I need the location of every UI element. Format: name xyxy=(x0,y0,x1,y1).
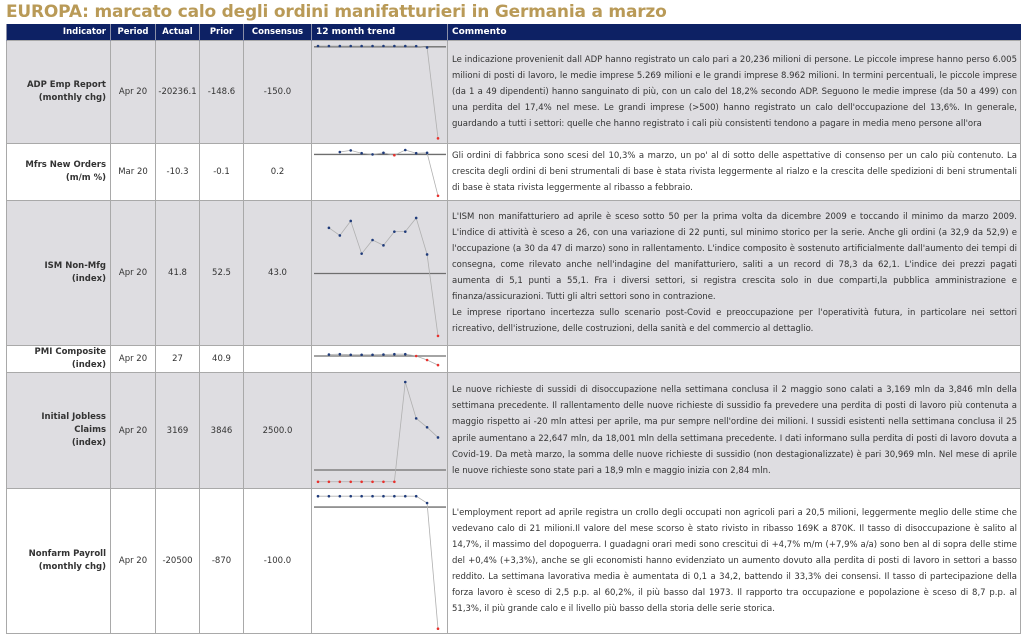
header-comment: Commento xyxy=(448,24,1021,41)
trend-line xyxy=(318,496,438,629)
trend-point xyxy=(349,220,352,223)
period-cell: Apr 20 xyxy=(111,373,156,489)
trend-point xyxy=(339,151,342,154)
indicator-cell xyxy=(7,144,111,201)
trend-cell xyxy=(312,489,448,634)
indicator-cell xyxy=(7,346,111,373)
consensus-cell: -100.0 xyxy=(244,489,312,634)
comment-cell xyxy=(448,373,1021,489)
header-prior: Prior xyxy=(200,24,244,41)
trend-point xyxy=(437,363,440,366)
comment-cell xyxy=(448,201,1021,346)
consensus-cell: 2500.0 xyxy=(244,373,312,489)
indicator-line: Claims xyxy=(74,425,106,435)
trend-line xyxy=(318,382,438,482)
comment-cell xyxy=(448,489,1021,634)
trend-point xyxy=(349,480,352,483)
sparkline-chart xyxy=(312,373,448,488)
trend-point xyxy=(393,480,396,483)
trend-point xyxy=(349,353,352,356)
trend-point xyxy=(415,152,418,155)
trend-point xyxy=(437,137,440,140)
prior-cell: -0.1 xyxy=(200,144,244,201)
trend-point xyxy=(339,352,342,355)
prior-cell: 52.5 xyxy=(200,201,244,346)
trend-point xyxy=(339,495,342,498)
trend-point xyxy=(404,381,407,384)
trend-point xyxy=(339,234,342,237)
trend-point xyxy=(382,353,385,356)
trend-point xyxy=(437,627,440,630)
trend-point xyxy=(339,45,342,48)
table-row-nonfarm-payroll xyxy=(7,489,1021,634)
trend-line xyxy=(329,218,438,336)
trend-point xyxy=(349,149,352,152)
trend-point xyxy=(426,502,429,505)
table-row-pmi-composite xyxy=(7,346,1021,373)
table-row-initial-jobless-claims xyxy=(7,373,1021,489)
trend-point xyxy=(426,152,429,155)
prior-cell: 40.9 xyxy=(200,346,244,373)
trend-point xyxy=(317,45,320,48)
table-row-mfrs-new-orders xyxy=(7,144,1021,201)
trend-cell xyxy=(312,373,448,489)
trend-point xyxy=(360,353,363,356)
sparkline-chart xyxy=(312,144,448,200)
sparkline-chart xyxy=(312,349,448,370)
trend-point xyxy=(328,227,331,230)
header-indicator: Indicator xyxy=(7,24,111,41)
trend-point xyxy=(404,149,407,152)
trend-point xyxy=(360,495,363,498)
trend-point xyxy=(393,45,396,48)
comment-text: L'employment report ad aprile registra un crollo degli occupati non agricoli pari a 20,5 milioni, leggermente meglio delle stime che vedevano calo di 21 milioni.Il valore del mese scorso è stato rivisto in ribasso 169K a 870K. Il tasso di disoccupazione è salito al 14,7%, il massimo del dopoguerra. I guadagni orari medi sono crescitui di +4,7% m/m (+7,9% a/a) sono ben al di sopra delle stime del +0,4% (+3,3%), anche se gli economisti hanno evidenziato un aumento dovuto alla perdita di posti di lavoro in settori a basso reddito. La settimana lavorativa media è aumentata di 0,1 a 34,2, battendo il 33,3% dei consensi. Il tasso di partecipazione della forza lavoro è sceso di 2,5 p.p. al 60,2%, il più basso dal 1973. Il rapporto tra occupazione e popolazione è sceso di 8,7 p.p. al 51,3%, il più grande calo e il livello più basso della storia delle serie storica. xyxy=(452,507,1017,615)
trend-cell xyxy=(312,201,448,346)
trend-point xyxy=(393,230,396,233)
trend-point xyxy=(393,495,396,498)
actual-cell: 41.8 xyxy=(156,201,200,346)
trend-point xyxy=(382,480,385,483)
trend-point xyxy=(371,153,374,156)
indicator-cell xyxy=(7,41,111,144)
trend-point xyxy=(328,353,331,356)
indicator-cell xyxy=(7,489,111,634)
header-trend: 12 month trend xyxy=(312,24,448,41)
indicator-line: (index) xyxy=(71,360,106,370)
trend-point xyxy=(360,252,363,255)
indicator-line: Nonfarm Payroll xyxy=(28,549,106,559)
header-actual: Actual xyxy=(156,24,200,41)
indicator-line: (monthly chg) xyxy=(38,562,106,572)
header-consensus: Consensus xyxy=(244,24,312,41)
page-title: EUROPA: marcato calo degli ordini manifatturieri in Germania a marzo xyxy=(6,2,667,22)
period-cell: Apr 20 xyxy=(111,201,156,346)
period-cell: Apr 20 xyxy=(111,489,156,634)
actual-cell: -20500 xyxy=(156,489,200,634)
comment-cell xyxy=(448,41,1021,144)
indicator-line: (m/m %) xyxy=(65,173,106,183)
trend-point xyxy=(404,230,407,233)
trend-point xyxy=(404,352,407,355)
consensus-cell: 43.0 xyxy=(244,201,312,346)
comment-text: L'ISM non manifatturiero ad aprile è sceso sotto 50 per la prima volta da dicembre 2009 e toccando il minimo da marzo 2009. L'indice di attività è sceso a 26, con una variazione di 22 punti, sul minimo storico per la serie. Anche gli ordini (a 32,9 da 52,9) e l'occupazione (a 30 da 47 di marzo) sono in rallentamento. L'indice composito è sostenuto artificialmente dall'aumento dei tempi di consegna, come rilevato anche nell'indagine del manifatturiero, saliti a un record di 78,3 da 62,1. L'indice dei prezzi pagati aumenta di 5,1 punti a 55,1. Fra i diversi settori, si registra crescita solo in due comparti,la pubblica amministrazione e finanza/assicurazioni. Tutti gli altri settori sono in contrazione. Le imprese riportano incertezza sullo scenario post-Covid e preoccupazione per l'operatività futura, in particolare nei settori ricreativo, dell'istruzione, delle costruzioni, della sanità e del commercio al dettaglio. xyxy=(452,211,1017,335)
indicator-line: PMI Composite xyxy=(34,347,106,357)
trend-point xyxy=(371,495,374,498)
trend-point xyxy=(404,495,407,498)
indicator-line: Initial Jobless xyxy=(41,412,106,422)
trend-line xyxy=(318,46,438,138)
trend-point xyxy=(349,495,352,498)
table-header-row xyxy=(7,24,1021,41)
trend-point xyxy=(382,45,385,48)
trend-point xyxy=(426,358,429,361)
indicator-line: (monthly chg) xyxy=(38,93,106,103)
comment-text: Le indicazione provenienit dall ADP hanno registrato un calo pari a 20,236 milioni di persone. Le piccole imprese hanno perso 6.005 milioni di posti di lavoro, le medie imprese 5.269 milioni e le grandi imprese 8.962 milioni. In termini percentuali, le piccole imprese (da 1 a 49 dipendenti) hanno sanguinato di più, con un calo del 18,2% secondo ADP. Seguono le medie imprese (da 50 a 499) con una perdita del 17,4% nel mese. Le grandi imprese (>500) hanno registrato un calo dell'occupazione del 13,6%. In generale, guardando a tutti i settori: quelle che hanno registrato i cali più consistenti tendono a pagare in media meno persone all'ora xyxy=(452,54,1017,130)
trend-point xyxy=(415,217,418,220)
trend-point xyxy=(382,152,385,155)
prior-cell: -148.6 xyxy=(200,41,244,144)
table-row-adp xyxy=(7,41,1021,144)
trend-line xyxy=(340,150,438,196)
comment-text: Gli ordini di fabbrica sono scesi del 10,3% a marzo, un po' al di sotto delle aspettative di consenso per un calo più contenuto. La crescita degli ordini di beni strumentali di base è stata rivista leggermente al rialzo e la crescita delle spedizioni di beni strumentali di base è stata rivista leggermente al ribasso a febbraio. xyxy=(452,150,1017,194)
trend-cell xyxy=(312,144,448,201)
trend-point xyxy=(339,480,342,483)
consensus-cell: -150.0 xyxy=(244,41,312,144)
trend-point xyxy=(393,154,396,157)
trend-point xyxy=(437,436,440,439)
trend-point xyxy=(404,45,407,48)
actual-cell: 27 xyxy=(156,346,200,373)
trend-cell xyxy=(312,41,448,144)
actual-cell: -20236.1 xyxy=(156,41,200,144)
prior-cell: -870 xyxy=(200,489,244,634)
indicator-line: ISM Non-Mfg xyxy=(44,261,106,271)
trend-point xyxy=(349,45,352,48)
period-cell: Mar 20 xyxy=(111,144,156,201)
sparkline-chart xyxy=(312,489,448,633)
indicator-line: Mfrs New Orders xyxy=(25,160,106,170)
trend-point xyxy=(437,335,440,338)
comment-cell xyxy=(448,346,1021,373)
sparkline-chart xyxy=(312,201,448,345)
trend-point xyxy=(415,417,418,420)
period-cell: Apr 20 xyxy=(111,41,156,144)
trend-point xyxy=(393,352,396,355)
trend-point xyxy=(415,45,418,48)
indicators-table xyxy=(6,24,1021,634)
trend-point xyxy=(382,244,385,247)
trend-point xyxy=(382,495,385,498)
trend-point xyxy=(360,45,363,48)
consensus-cell: 0.2 xyxy=(244,144,312,201)
indicator-line: ADP Emp Report xyxy=(26,80,106,90)
trend-point xyxy=(328,480,331,483)
indicator-cell xyxy=(7,201,111,346)
trend-point xyxy=(426,426,429,429)
sparkline-chart xyxy=(312,41,448,143)
trend-point xyxy=(360,152,363,155)
indicator-line: (index) xyxy=(71,438,106,448)
prior-cell: 3846 xyxy=(200,373,244,489)
trend-point xyxy=(328,45,331,48)
trend-point xyxy=(426,253,429,256)
period-cell: Apr 20 xyxy=(111,346,156,373)
trend-point xyxy=(317,495,320,498)
consensus-cell xyxy=(244,346,312,373)
actual-cell: 3169 xyxy=(156,373,200,489)
indicator-line: (index) xyxy=(71,274,106,284)
trend-point xyxy=(415,354,418,357)
trend-point xyxy=(426,46,429,49)
trend-point xyxy=(437,194,440,197)
trend-point xyxy=(371,353,374,356)
trend-point xyxy=(371,45,374,48)
trend-point xyxy=(415,495,418,498)
trend-point xyxy=(360,480,363,483)
trend-point xyxy=(371,480,374,483)
trend-cell xyxy=(312,346,448,373)
actual-cell: -10.3 xyxy=(156,144,200,201)
trend-point xyxy=(317,480,320,483)
header-period: Period xyxy=(111,24,156,41)
comment-cell xyxy=(448,144,1021,201)
trend-point xyxy=(328,495,331,498)
trend-point xyxy=(371,239,374,242)
indicator-cell xyxy=(7,373,111,489)
comment-text: Le nuove richieste di sussidi di disoccupazione nella settimana conclusa il 2 maggio sono calati a 3,169 mln da 3,846 mln della settimana precedente. Il rallentamento delle nuove richieste di sussidio fa prevedere una perdita di posti di lavoro più contenuta a maggio rispetto ai -20 mln attesi per aprile, ma pur sempre nell'ordine dei milioni. I sussidi esistenti nella settimana conclusa il 25 aprile aumentano a 22,647 mln, da 18,001 mln della settimana precedente. I dati informano sulla perdita di posti di lavoro dovuta a Covid-19. Da metà marzo, la somma delle nuove richieste di sussidio (non destagionalizzate) è pari 30,969 mln. Nel mese di aprile le nuove richieste sono state pari a 18,9 mln e maggio inizia con 2,84 mln. xyxy=(452,385,1017,476)
table-row-ism-non-mfg xyxy=(7,201,1021,346)
